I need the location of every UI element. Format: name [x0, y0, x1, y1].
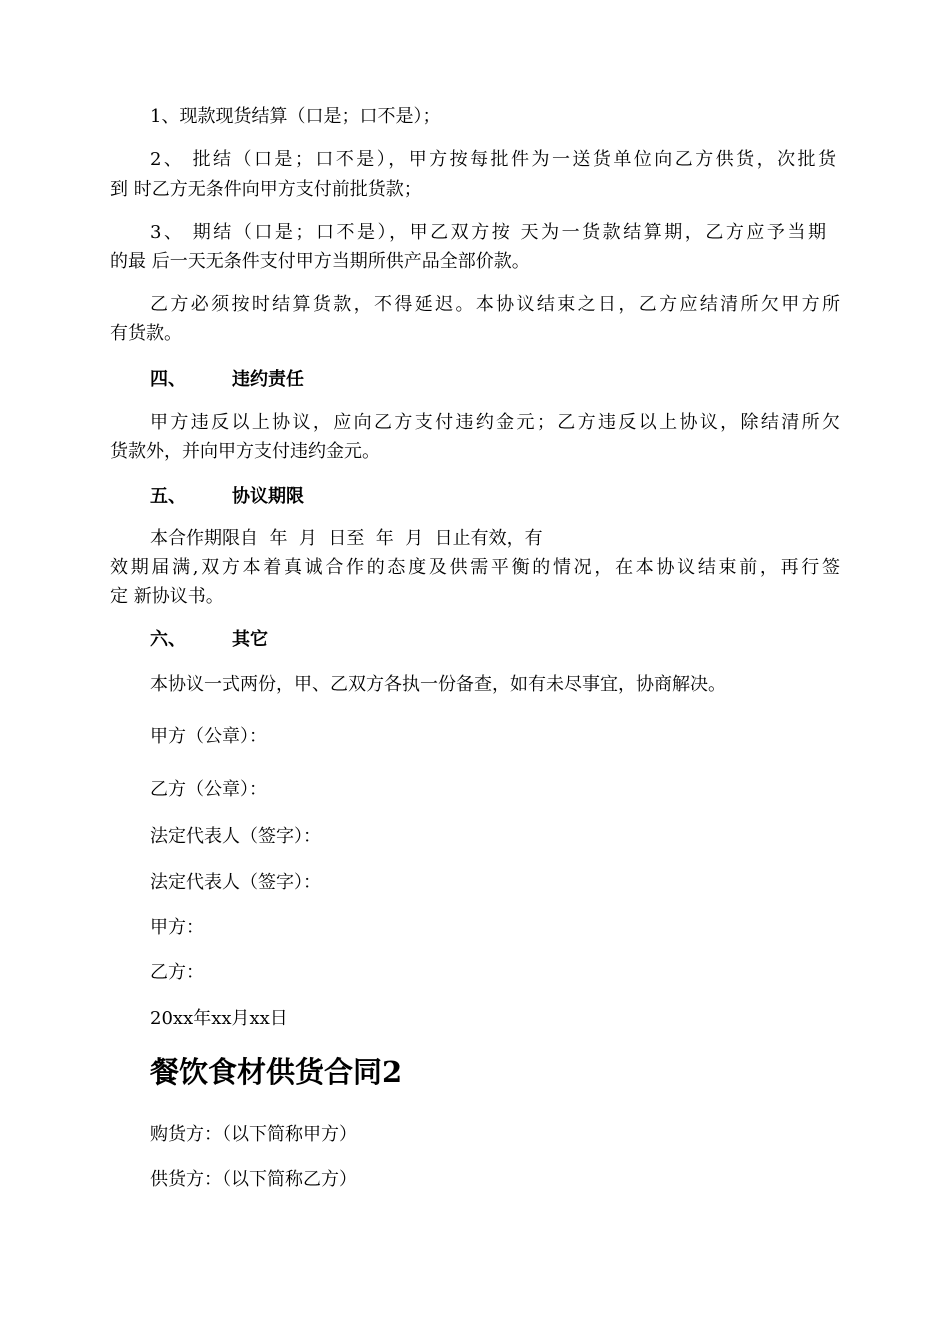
section-5-paragraph-line-2: 效期届满,双方本着真诚合作的态度及供需平衡的情况，在本协议结束前，再行签: [110, 557, 840, 578]
party-a-label: 甲方：: [150, 917, 204, 938]
section-4-title: 违约责任: [232, 369, 304, 390]
payment-note-line-2: 有货款。: [110, 323, 182, 344]
section-4-paragraph-line-2: 货款外，并向甲方支付违约金元。: [110, 441, 380, 462]
section-5-title: 协议期限: [232, 486, 304, 507]
payment-item-3-line-2: 的最 后一天无条件支付甲方当期所供产品全部价款。: [110, 251, 530, 272]
section-6-paragraph: 本协议一式两份，甲、乙双方各执一份备查，如有未尽事宜，协商解决。: [150, 674, 726, 695]
section-5-paragraph-line-1: 本合作期限自 年 月 日至 年 月 日止有效，有: [150, 528, 543, 549]
section-6-number: 六、: [150, 629, 186, 650]
buyer-line: 购货方：（以下简称甲方）: [150, 1124, 357, 1145]
payment-item-2-line-2: 到 时乙方无条件向甲方支付前批货款；: [110, 179, 422, 200]
party-b-label: 乙方：: [150, 962, 204, 983]
party-b-seal: 乙方（公章）：: [150, 779, 267, 800]
party-a-seal: 甲方（公章）：: [150, 726, 267, 747]
legal-representative-b: 法定代表人（签字）：: [150, 872, 321, 893]
section-4-number: 四、: [150, 369, 186, 390]
payment-item-3-line-1: 3、 期结（口是；口不是），甲乙双方按 天为一货款结算期，乙方应予当期: [150, 222, 826, 243]
section-6-title: 其它: [232, 629, 268, 650]
section-5-paragraph-line-3: 定 新协议书。: [110, 586, 224, 607]
section-4-paragraph-line-1: 甲方违反以上协议，应向乙方支付违约金元；乙方违反以上协议，除结清所欠: [150, 412, 840, 433]
supplier-line: 供货方：（以下简称乙方）: [150, 1169, 357, 1190]
legal-representative-a: 法定代表人（签字）：: [150, 826, 321, 847]
payment-note-line-1: 乙方必须按时结算货款，不得延迟。本协议结束之日，乙方应结清所欠甲方所: [150, 294, 840, 315]
contract-2-title: 餐饮食材供货合同2: [150, 1055, 403, 1089]
signing-date: 20xx年xx月xx日: [150, 1008, 288, 1029]
payment-item-2-line-1: 2、 批结（口是；口不是），甲方按每批件为一送货单位向乙方供货，次批货: [150, 149, 836, 170]
section-5-number: 五、: [150, 486, 186, 507]
payment-item-1: 1、现款现货结算（口是；口不是）；: [150, 106, 441, 127]
